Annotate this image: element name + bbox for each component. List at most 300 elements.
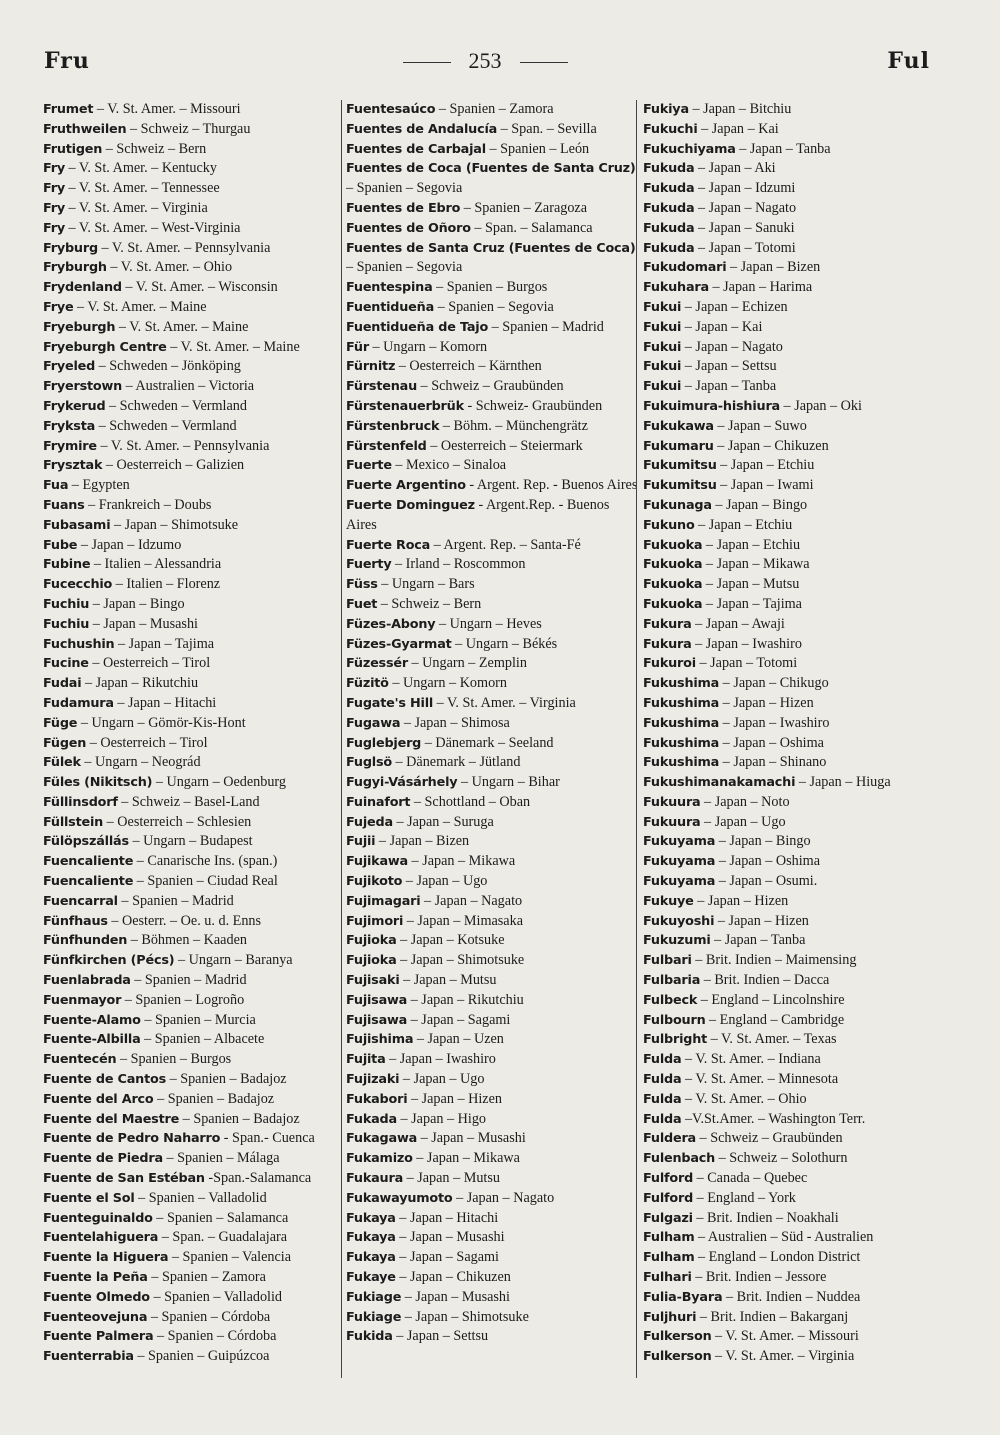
gazetteer-entry: [643, 338, 935, 358]
entry-location: – Böhmen – Kaaden: [127, 932, 247, 949]
entry-location: – V. St. Amer. – Missouri: [711, 1328, 859, 1345]
gazetteer-entry: [346, 793, 638, 813]
entry-location: – Spanien – Madrid: [117, 892, 234, 909]
entry-headword: Fuente de Cantos: [43, 1072, 167, 1088]
entry-location: - Argent.Rep. - Buenos Aires: [346, 496, 610, 533]
entry-location: – Japan – Hizen: [719, 694, 814, 711]
gazetteer-entry: [43, 159, 338, 179]
entry-headword: Fuente Olmedo: [43, 1289, 150, 1305]
entry-location: – V. St. Amer. – Minnesota: [681, 1071, 839, 1088]
entry-location: – V. St. Amer. – Maine: [73, 298, 207, 315]
entry-headword: Fuentes de Oñoro: [346, 220, 471, 236]
entry-headword: Fukuroi: [643, 656, 696, 672]
gazetteer-entry: [346, 120, 638, 140]
gazetteer-entry: [43, 951, 338, 971]
entry-headword: Fulham: [643, 1230, 695, 1246]
gazetteer-entry: [643, 239, 935, 259]
gazetteer-entry: [43, 1090, 338, 1110]
gazetteer-entry: [643, 1209, 935, 1229]
entry-headword: Fukaya: [346, 1210, 396, 1226]
entry-location: – Spanien – Badajoz: [179, 1110, 300, 1127]
gazetteer-entry: [346, 654, 638, 674]
entry-headword: Fubine: [43, 557, 91, 573]
entry-location: – Schweiz – Thurgau: [126, 120, 251, 137]
entry-headword: Fukuimura-hishiura: [643, 398, 780, 414]
gazetteer-entry: [643, 1189, 935, 1209]
entry-headword: Fujikawa: [346, 854, 408, 870]
column-2: [346, 100, 638, 1380]
gazetteer-entry: [43, 298, 338, 318]
gazetteer-entry: [346, 753, 638, 773]
gazetteer-entry: [346, 951, 638, 971]
entry-location: – Japan – Bingo: [711, 496, 808, 513]
entry-location: – Span. – Sevilla: [497, 120, 597, 137]
gazetteer-entry: [43, 1268, 338, 1288]
entry-location: – V. St. Amer. – Ohio: [681, 1090, 807, 1107]
gazetteer-entry: [643, 1129, 935, 1149]
entry-headword: Fuet: [346, 596, 378, 612]
entry-headword: Fukuhara: [643, 280, 709, 296]
entry-location: – Spanien – Segovia: [346, 180, 463, 197]
gazetteer-entry: [43, 753, 338, 773]
entry-headword: Frysztak: [43, 458, 103, 474]
gazetteer-entry: [643, 456, 935, 476]
entry-headword: Frumet: [43, 102, 94, 117]
gazetteer-entry: [643, 179, 935, 199]
gazetteer-entry: [346, 872, 638, 892]
entry-headword: Fügen: [43, 735, 87, 751]
gazetteer-entry: [643, 377, 935, 397]
entry-headword: Fudamura: [43, 695, 114, 711]
entry-headword: Fukaya: [346, 1250, 396, 1266]
entry-location: – Ungarn – Budapest: [128, 833, 253, 850]
entry-location: – Schweden – Vermland: [95, 417, 237, 434]
entry-headword: Fuenmayor: [43, 992, 122, 1008]
gazetteer-entry: [643, 1327, 935, 1347]
entry-headword: Fryerstown: [43, 379, 123, 395]
entry-location: – Japan – Hizen: [693, 892, 789, 909]
entry-location: – Japan – Kai: [697, 120, 779, 137]
gazetteer-entry: [643, 318, 935, 338]
entry-headword: Fujisaki: [346, 973, 400, 989]
entry-headword: Fugyi-Vásárhely: [346, 775, 458, 791]
entry-headword: Fuchushin: [43, 636, 115, 652]
gazetteer-entry: [643, 1090, 935, 1110]
entry-headword: Fukaye: [346, 1270, 396, 1286]
gazetteer-entry: [643, 674, 935, 694]
entry-headword: Fukui: [643, 339, 682, 355]
entry-headword: Fruthweilen: [43, 121, 127, 137]
gazetteer-entry: [43, 773, 338, 793]
entry-headword: Fukuzumi: [643, 933, 711, 949]
gazetteer-entry: [43, 219, 338, 239]
entry-location: – Japan – Suwo: [713, 417, 807, 434]
gazetteer-entry: [643, 991, 935, 1011]
entry-location: – Japan – Settsu: [392, 1328, 489, 1345]
entry-location: – Schweiz – Solothurn: [715, 1150, 848, 1167]
gazetteer-entry: [43, 239, 338, 259]
gazetteer-entry: [643, 852, 935, 872]
entry-headword: Fukuyama: [643, 874, 716, 890]
entry-headword: Fulgazi: [643, 1210, 693, 1226]
entry-location: – Argent. Rep. – Santa-Fé: [430, 536, 581, 553]
gazetteer-entry: [346, 456, 638, 476]
entry-headword: Fürstenau: [346, 379, 417, 395]
gazetteer-entry: [43, 456, 338, 476]
entry-headword: Fuentes de Ebro: [346, 200, 461, 216]
gazetteer-entry: [43, 318, 338, 338]
entry-location: – Schweden – Vermland: [105, 397, 247, 414]
entry-location: – Japan – Bingo: [89, 595, 185, 612]
gazetteer-entry: [43, 1248, 338, 1268]
entry-location: – Japan – Totomi: [695, 655, 798, 672]
entry-headword: Fuentes de Coca (Fuentes de Santa Cruz): [346, 161, 636, 177]
gazetteer-entry: [43, 338, 338, 358]
entry-headword: Fuenterrabia: [43, 1349, 134, 1365]
entry-headword: Fulhari: [643, 1270, 692, 1286]
entry-headword: Fukunaga: [643, 497, 712, 513]
entry-headword: Füllstein: [43, 814, 104, 830]
entry-headword: Fulbright: [643, 1032, 708, 1048]
gazetteer-entry: [643, 120, 935, 140]
gazetteer-entry: [643, 397, 935, 417]
entry-headword: Fuerte Dominguez: [346, 497, 475, 513]
gazetteer-entry: [43, 615, 338, 635]
entry-headword: Fukuura: [643, 814, 701, 830]
entry-headword: Fürstenfeld: [346, 438, 427, 454]
entry-location: – Spanien – Guipúzcoa: [133, 1348, 270, 1365]
entry-location: – Japan – Hitachi: [113, 694, 217, 711]
entry-headword: Fukabori: [346, 1091, 408, 1107]
entry-headword: Fukaya: [346, 1230, 396, 1246]
entry-headword: Fukui: [643, 359, 682, 375]
entry-location: – Spanien – Córdoba: [147, 1308, 271, 1325]
entry-headword: Fukuno: [643, 517, 695, 533]
entry-headword: Fuenteovejuna: [43, 1309, 148, 1325]
gazetteer-entry: [43, 674, 338, 694]
entry-headword: Fukiya: [643, 102, 689, 117]
gazetteer-entry: [43, 496, 338, 516]
entry-location: – Japan – Shimotsuke: [110, 516, 239, 533]
entry-location: – Irland – Roscommon: [391, 556, 526, 573]
entry-location: – V. St. Amer. – Pennsylvania: [97, 239, 271, 256]
entry-headword: Fuente de Pedro Naharro: [43, 1131, 221, 1147]
gazetteer-entry: [43, 100, 338, 120]
gazetteer-entry: [346, 1070, 638, 1090]
page-number: 253: [468, 48, 502, 73]
entry-location: – Japan – Idzumi: [694, 180, 796, 197]
entry-headword: Fuentidueña: [346, 299, 435, 315]
entry-headword: Fryeled: [43, 359, 96, 375]
header-rule-right: [520, 62, 568, 63]
entry-headword: Für: [346, 339, 369, 355]
gazetteer-entry: [346, 1011, 638, 1031]
entry-headword: Fulbari: [643, 953, 692, 969]
entry-headword: Füles (Nikitsch): [43, 775, 153, 791]
gazetteer-entry: [43, 1288, 338, 1308]
entry-headword: Fuente del Maestre: [43, 1111, 180, 1127]
gazetteer-entry: [43, 140, 338, 160]
entry-location: – Egypten: [68, 477, 130, 494]
entry-headword: Fukui: [643, 319, 682, 335]
entry-location: – Japan – Ugo: [402, 873, 488, 890]
gazetteer-entry: [643, 1011, 935, 1031]
entry-headword: Fukuda: [643, 200, 695, 216]
entry-location: – Australien – Victoria: [122, 378, 255, 395]
gazetteer-entry: [643, 773, 935, 793]
entry-headword: Fuente-Albilla: [43, 1032, 141, 1048]
gazetteer-entry: [346, 1129, 638, 1149]
gazetteer-entry: [346, 278, 638, 298]
entry-location: – Japan – Uzen: [413, 1031, 504, 1048]
entry-location: – Japan – Iwami: [716, 477, 814, 494]
entry-headword: Fugate's Hill: [346, 695, 434, 711]
gazetteer-entry: [643, 1228, 935, 1248]
entry-location: – Japan – Sagami: [395, 1249, 499, 1266]
entry-location: – V. St. Amer. – Texas: [707, 1031, 837, 1048]
entry-location: – Oesterreich – Kärnthen: [395, 358, 542, 375]
entry-headword: Fukuoka: [643, 537, 703, 553]
entry-headword: Fulford: [643, 1190, 694, 1206]
entry-location: – Span. – Guadalajara: [158, 1229, 288, 1246]
entry-location: – Japan – Echizen: [681, 298, 788, 315]
entry-headword: Fujioka: [346, 933, 397, 949]
gazetteer-entry: [43, 714, 338, 734]
gazetteer-entry: [43, 1169, 338, 1189]
entry-headword: Fukushima: [643, 735, 720, 751]
entry-location: – V. St. Amer. – Indiana: [681, 1051, 821, 1068]
entry-headword: Fuenlabrada: [43, 973, 131, 989]
entry-location: – Japan – Osumi.: [715, 873, 818, 890]
gazetteer-entry: [43, 1327, 338, 1347]
entry-headword: Fülöpszállás: [43, 834, 129, 850]
gazetteer-entry: [43, 1189, 338, 1209]
entry-headword: Fukukawa: [643, 418, 714, 434]
gazetteer-entry: [43, 1110, 338, 1130]
entry-location: – Spanien – Badajoz: [166, 1071, 287, 1088]
entry-location: - Schweiz- Graubünden: [463, 397, 603, 414]
entry-headword: Fukumitsu: [643, 458, 717, 474]
entry-location: – Böhm. – Münchengrätz: [439, 417, 588, 434]
entry-location: – Japan – Chikuzen: [713, 437, 829, 454]
entry-headword: Füge: [43, 715, 78, 731]
entry-headword: Fujii: [346, 834, 376, 850]
entry-location: – Brit. Indien – Dacca: [700, 972, 830, 989]
gazetteer-entry: [346, 1308, 638, 1328]
entry-headword: Fuentecén: [43, 1052, 117, 1068]
gazetteer-entry: [643, 1169, 935, 1189]
entry-location: – Oesterr. – Oe. u. d. Enns: [107, 912, 262, 929]
entry-location: – Japan – Settsu: [681, 358, 777, 375]
gazetteer-entry: [346, 1248, 638, 1268]
entry-location: – Brit. Indien – Maimensing: [691, 952, 857, 969]
entry-headword: Fry: [43, 181, 65, 197]
entry-location: – Spanien – Ciudad Real: [133, 873, 278, 890]
entry-headword: Fukushima: [643, 695, 720, 711]
gazetteer-entry: [643, 417, 935, 437]
entry-headword: Fuente-Alamo: [43, 1012, 141, 1028]
entry-location: – V. St. Amer. – Maine: [166, 338, 300, 355]
gazetteer-entry: [43, 397, 338, 417]
gazetteer-entry: [346, 357, 638, 377]
entry-location: – Brit. Indien – Jessore: [691, 1269, 827, 1286]
entry-location: – Brit. Indien – Noakhali: [692, 1209, 839, 1226]
entry-location: – V. St. Amer. – Ohio: [106, 259, 233, 276]
entry-location: – Ungarn – Bars: [377, 576, 475, 593]
entry-location: – Japan – Kai: [681, 318, 763, 335]
entry-headword: Fua: [43, 478, 69, 494]
gazetteer-entry: [43, 1209, 338, 1229]
entry-location: – Japan – Tajima: [702, 595, 802, 612]
entry-headword: Fukuda: [643, 161, 695, 177]
entry-location: – Japan – Tanba: [681, 378, 777, 395]
entry-location: – Japan – Shinano: [719, 754, 827, 771]
gazetteer-entry: [643, 872, 935, 892]
gazetteer-entry: [346, 417, 638, 437]
entry-headword: Fukamizo: [346, 1151, 413, 1167]
entry-headword: Fujeda: [346, 814, 393, 830]
entry-headword: Fukuye: [643, 893, 694, 909]
entry-location: – England – Cambridge: [705, 1011, 845, 1028]
gazetteer-entry: [643, 1288, 935, 1308]
entry-headword: Fujizaki: [346, 1072, 400, 1088]
gazetteer-entry: [346, 219, 638, 239]
entry-location: – Japan – Musashi: [395, 1229, 505, 1246]
gazetteer-entry: [643, 1347, 935, 1367]
entry-location: – Spanien – Segovia: [346, 259, 463, 276]
entry-headword: Fuglebjerg: [346, 735, 422, 751]
entry-headword: Fulbaria: [643, 973, 701, 989]
gazetteer-entry: [346, 931, 638, 951]
entry-location: – Japan – Etchiu: [694, 516, 793, 533]
entry-headword: Füzes-Gyarmat: [346, 636, 452, 652]
gazetteer-entry: [43, 357, 338, 377]
gazetteer-entry: [643, 1030, 935, 1050]
entry-headword: Fulda: [643, 1091, 682, 1107]
gazetteer-entry: [643, 1110, 935, 1130]
entry-headword: Fryksta: [43, 418, 96, 434]
entry-headword: Fuans: [43, 497, 85, 513]
gazetteer-entry: [643, 437, 935, 457]
gazetteer-entry: [346, 338, 638, 358]
gazetteer-entry: [346, 199, 638, 219]
entry-headword: Fryburgh: [43, 260, 107, 276]
entry-location: – Japan – Mutsu: [403, 1170, 500, 1187]
entry-location: – Japan – Sanuki: [694, 219, 795, 236]
entry-location: – Spanien – Zamora: [147, 1269, 266, 1286]
entry-headword: Frymire: [43, 438, 97, 454]
entry-location: – Japan – Hiuga: [795, 774, 891, 791]
entry-headword: Fujisawa: [346, 992, 408, 1008]
entry-headword: Fulkerson: [643, 1349, 712, 1365]
entry-headword: Fuentes de Andalucía: [346, 121, 498, 137]
entry-headword: Fuentes de Santa Cruz (Fuentes de Coca): [346, 240, 636, 256]
entry-headword: Fukura: [643, 636, 692, 652]
gazetteer-entry: [346, 734, 638, 754]
gazetteer-entry: [346, 1030, 638, 1050]
gazetteer-entry: [346, 298, 638, 318]
entry-location: – Japan – Bitchiu: [688, 101, 792, 117]
entry-headword: Fukui: [643, 299, 682, 315]
gazetteer-entry: [43, 832, 338, 852]
entry-location: – Ungarn – Gömör-Kis-Hont: [77, 714, 246, 731]
entry-headword: Fubasami: [43, 517, 111, 533]
page-number-block: [40, 48, 930, 74]
gazetteer-entry: [643, 1248, 935, 1268]
entry-location: – Japan – Iwashiro: [719, 714, 830, 731]
entry-location: – Spanien – Madrid: [488, 318, 604, 335]
entry-location: – Spanien – Murcia: [140, 1011, 256, 1028]
entry-location: – Japan – Rikutchiu: [81, 675, 199, 692]
entry-headword: Fuente del Arco: [43, 1091, 154, 1107]
entry-location: – Spanien – Burgos: [116, 1051, 232, 1068]
entry-location: – Japan – Iwashiro: [691, 635, 802, 652]
gazetteer-entry: [643, 813, 935, 833]
entry-location: – Oesterreich – Tirol: [88, 655, 211, 672]
entry-headword: Fujisawa: [346, 1012, 408, 1028]
gazetteer-entry: [643, 555, 935, 575]
gazetteer-entry: [346, 595, 638, 615]
entry-location: – Spanien – Málaga: [162, 1150, 280, 1167]
entry-headword: Fuente de Piedra: [43, 1151, 163, 1167]
entry-headword: Fürnitz: [346, 359, 396, 375]
entry-headword: Fukuoka: [643, 596, 703, 612]
entry-location: – Japan – Nagato: [681, 338, 783, 355]
entry-headword: Fujimori: [346, 913, 404, 929]
gazetteer-entry: [43, 694, 338, 714]
entry-headword: Fuencaliente: [43, 874, 134, 890]
gazetteer-entry: [346, 1189, 638, 1209]
entry-location: – Span. – Salamanca: [470, 219, 593, 236]
entry-location: – V. St. Amer. – Virginia: [64, 199, 208, 216]
gazetteer-entry: [43, 912, 338, 932]
gazetteer-entry: [643, 1149, 935, 1169]
entry-location: – Japan – Mutsu: [399, 972, 497, 989]
entry-location: – Schweden – Jönköping: [95, 358, 241, 375]
entry-location: – Japan – Etchiu: [716, 457, 815, 474]
gazetteer-entry: [43, 813, 338, 833]
gazetteer-entry: [643, 140, 935, 160]
entry-location: – Australien – Süd - Australien: [694, 1229, 874, 1246]
entry-headword: Fry: [43, 220, 65, 236]
entry-headword: Fuljhuri: [643, 1309, 697, 1325]
gazetteer-entry: [346, 1090, 638, 1110]
entry-location: – Spanien – Zaragoza: [460, 199, 588, 216]
entry-headword: Fukuyama: [643, 854, 716, 870]
gazetteer-entry: [43, 1070, 338, 1090]
entry-location: – Japan – Aki: [694, 160, 776, 177]
entry-headword: Fukumaru: [643, 438, 714, 454]
entry-headword: Fuente de San Estéban: [43, 1171, 205, 1187]
entry-headword: Fuldera: [643, 1131, 696, 1147]
entry-location: – Spanien – Burgos: [432, 279, 548, 296]
entry-headword: Fukawayumoto: [346, 1190, 453, 1206]
column-3: [643, 100, 935, 1380]
gazetteer-entry: [43, 536, 338, 556]
gazetteer-entry: [643, 971, 935, 991]
gazetteer-entry: [346, 140, 638, 160]
entry-location: – V. St. Amer. – Virginia: [433, 694, 576, 711]
entry-location: – Spanien – Córdoba: [153, 1328, 277, 1345]
entry-location: – Brit. Indien – Bakarganj: [696, 1308, 849, 1325]
entry-headword: Fukuchi: [643, 121, 698, 137]
entry-headword: Füllinsdorf: [43, 794, 118, 810]
gazetteer-entry: [643, 714, 935, 734]
gazetteer-entry: [643, 496, 935, 516]
entry-headword: Fuinafort: [346, 794, 411, 810]
gazetteer-entry: [346, 852, 638, 872]
entry-headword: Fukaura: [346, 1171, 404, 1187]
